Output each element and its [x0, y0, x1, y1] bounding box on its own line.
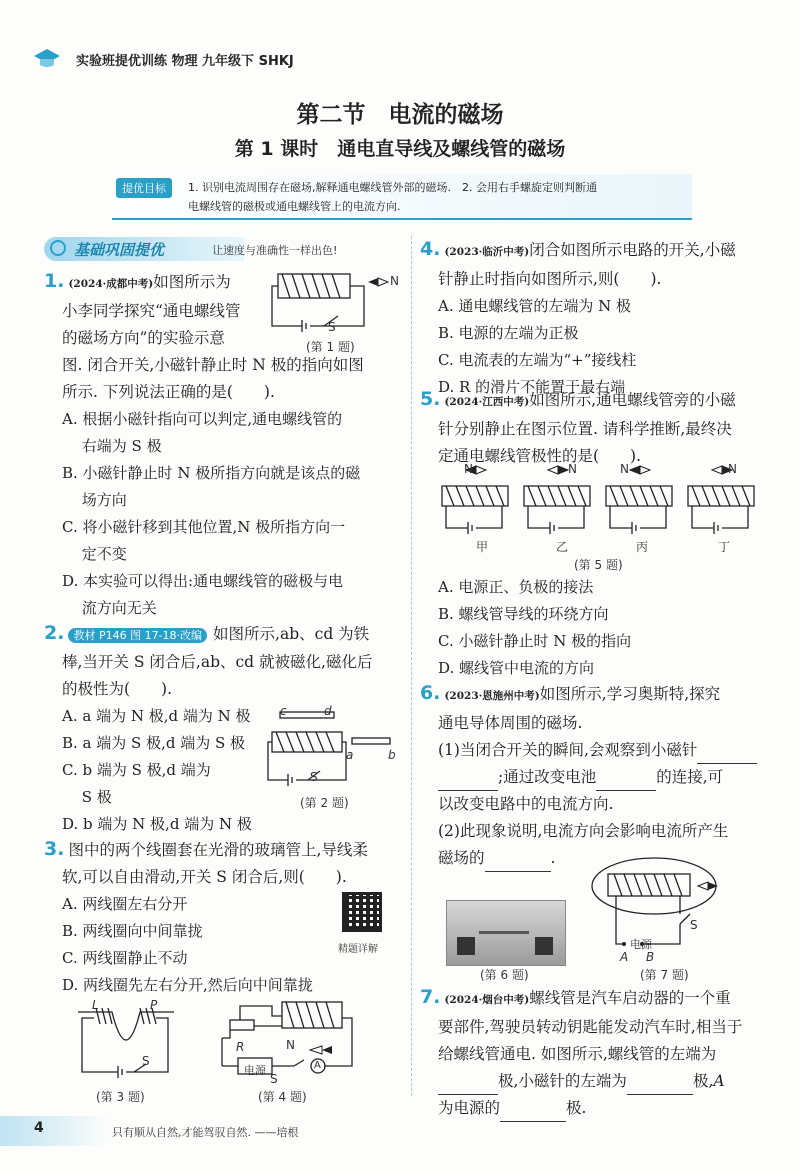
q5-n-3: N [728, 462, 737, 476]
q3-label-s: S [142, 1054, 150, 1068]
q7-power-label: 电源 [630, 938, 652, 951]
footer-bar [0, 1116, 110, 1146]
goals-line-2: 电螺线管的磁极或通电螺线管上的电流方向. [188, 200, 401, 213]
q2-label-s: S [310, 770, 318, 784]
q3-option-a[interactable]: A. 两线圈左右分开 [62, 895, 188, 913]
q5-figure [436, 462, 776, 538]
q1-caption: (第 1 题) [306, 340, 355, 354]
q5-needle-half [558, 466, 568, 474]
q2-option-a[interactable]: A. a 端为 N 极,d 端为 N 极 [62, 707, 251, 725]
q6-blank-1b[interactable] [438, 772, 498, 791]
banner-slogan: 让速度与准确性一样出色! [212, 244, 338, 257]
q5-coil-circuit [606, 486, 672, 534]
q4-label-s: S [270, 1072, 278, 1086]
q1-source: (2024·成都中考) [68, 278, 154, 290]
q5-stem-line: 定通电螺线管极性的是( ). [438, 447, 642, 465]
q7-stem-line: 螺线管是汽车启动器的一个重 [529, 989, 731, 1007]
q1-stem-line: 的磁场方向”的实验示意 [62, 329, 225, 347]
header-logo-icon [32, 46, 62, 68]
q3-option-c[interactable]: C. 两线圈静止不动 [62, 949, 188, 967]
q5-needle-half [640, 466, 650, 474]
q5-n-1: N [568, 462, 577, 476]
q7-blank-2[interactable] [627, 1076, 693, 1095]
q5-option-c[interactable]: C. 小磁针静止时 N 极的指向 [438, 632, 632, 650]
q7-source: (2024·烟台中考) [444, 994, 530, 1006]
question-5 [420, 386, 790, 470]
q2-textbook-tag: 教材 P146 图 17-18·改编 [68, 628, 207, 643]
q6-part1-text: 以改变电路中的电流方向. [438, 795, 614, 813]
q4-option-b[interactable]: B. 电源的左端为正极 [438, 324, 579, 342]
question-7 [420, 984, 790, 1122]
q5-n-0: N [464, 462, 473, 476]
q2-option-b[interactable]: B. a 端为 S 极,d 端为 S 极 [62, 734, 246, 752]
q3-option-d[interactable]: D. 两线圈先左右分开,然后向中间靠拢 [62, 976, 313, 994]
goals-line-1: 1. 识别电流周围存在磁场,解释通电螺线管外部的磁场. 2. 会用右手螺旋定则判断通 [188, 181, 597, 194]
q3-label-l: L [92, 998, 99, 1012]
column-divider [411, 236, 412, 1096]
q2-label-b: b [388, 748, 396, 762]
q6-blank-3[interactable] [485, 853, 551, 872]
q5-option-a[interactable]: A. 电源正、负极的接法 [438, 578, 594, 596]
q5-label-2: 丙 [636, 540, 649, 554]
q5-label-0: 甲 [476, 540, 489, 554]
q1-stem-line: 图. 闭合开关,小磁针静止时 N 极的指向如图 [62, 356, 364, 374]
q5-number: 5. [420, 388, 441, 410]
q2-stem-line: 的极性为( ). [62, 680, 173, 698]
q1-stem-line: 如图所示为 [153, 273, 231, 291]
footer-quote: 只有顺从自然,才能驾驭自然. ——培根 [112, 1126, 299, 1139]
q4-power-label: 电源 [244, 1064, 266, 1077]
q7-label-a: A [620, 950, 629, 964]
section-title: 第二节 电流的磁场 [296, 102, 504, 128]
q7-caption: (第 7 题) [640, 968, 689, 982]
q6-number: 6. [420, 682, 441, 704]
q6-source: (2023·恩施州中考) [444, 690, 540, 702]
qr-code-icon[interactable] [342, 892, 382, 932]
q1-n-label: N [390, 274, 399, 288]
goals-box [112, 174, 692, 220]
q1-option-a[interactable]: A. 根据小磁针指向可以判定,通电螺线管的 右端为 S 极 [62, 410, 343, 455]
q5-options [420, 574, 780, 682]
q2-option-d[interactable]: D. b 端为 N 极,d 端为 N 极 [62, 815, 252, 833]
q5-option-d[interactable]: D. 螺线管中电流的方向 [438, 659, 595, 677]
q6-caption: (第 6 题) [480, 968, 529, 982]
q3-option-b[interactable]: B. 两线圈向中间靠拢 [62, 922, 203, 940]
q4-stem-line: 闭合如图所示电路的开关,小磁 [529, 241, 736, 259]
q2-caption: (第 2 题) [300, 796, 349, 810]
q2-stem-line: 如图所示,ab、cd 为铁 [213, 625, 370, 643]
q2-label-c: c [280, 704, 287, 718]
q5-needle-half [630, 466, 640, 474]
q7-stem-line: 极, [692, 1072, 714, 1090]
q3-label-p: P [150, 998, 158, 1012]
target-icon [50, 240, 66, 256]
q7-blank-3[interactable] [500, 1103, 566, 1122]
q5-needle-half [712, 466, 722, 474]
q4-stem-line: 针静止时指向如图所示,则( ). [438, 270, 662, 288]
q3-caption: (第 3 题) [96, 1090, 145, 1104]
q2-number: 2. [44, 622, 65, 644]
q4-option-c[interactable]: C. 电流表的左端为“+”接线柱 [438, 351, 637, 369]
lesson-title: 第 1 课时 通电直导线及螺线管的磁场 [234, 138, 566, 160]
q6-part2-text: 磁场的 [438, 849, 485, 867]
q7-blank-1[interactable] [438, 1076, 498, 1095]
q5-needle-half [476, 466, 486, 474]
q7-label-b: B [646, 950, 655, 964]
q6-photo [446, 900, 566, 966]
q1-stem-line: 所示. 下列说法正确的是( ). [62, 383, 275, 401]
qr-caption: 精题详解 [338, 944, 378, 955]
q5-stem-line: 如图所示,通电螺线管旁的小磁 [529, 391, 736, 409]
goals-label: 提优目标 [116, 178, 172, 198]
q4-option-d[interactable]: D. R 的滑片不能置于最右端 [438, 378, 626, 396]
q6-part1-text: ;通过改变电池 [498, 768, 597, 786]
q2-option-c[interactable]: C. b 端为 S 极,d 端为 S 极 [62, 761, 211, 806]
q4-caption: (第 4 题) [258, 1090, 307, 1104]
q7-stem-line: 极,小磁针的左端为 [498, 1072, 627, 1090]
q6-part2-text: (2)此现象说明,电流方向会影响电流所产生 [438, 822, 729, 840]
q1-option-c[interactable]: C. 将小磁针移到其他位置,N 极所指方向一 定不变 [62, 518, 346, 563]
question-4 [420, 236, 780, 401]
q7-number: 7. [420, 986, 441, 1008]
q1-stem-line: 小李同学探究“通电螺线管 [62, 302, 241, 320]
q3-number: 3. [44, 838, 65, 860]
q2-stem-line: 棒,当开关 S 闭合后,ab、cd 就被磁化,磁化后 [62, 653, 373, 671]
q6-blank-2[interactable] [596, 772, 656, 791]
q6-part1-text: (1)当闭合开关的瞬间,会观察到小磁针 [438, 741, 698, 759]
q1-number: 1. [44, 270, 65, 292]
q2-label-a: a [346, 748, 354, 762]
header-series: 实验班提优训练 物理 九年级下 SHKJ [76, 54, 294, 69]
q4-label-r: R [236, 1040, 245, 1054]
q6-blank-1a[interactable] [697, 745, 757, 764]
q1-s-label: S [328, 320, 336, 334]
q3-stem-line: 软,可以自由滑动,开关 S 闭合后,则( ). [62, 868, 347, 886]
q6-stem-line: 通电导体周围的磁场. [438, 714, 583, 732]
q7-label-s: S [690, 918, 698, 932]
q5-caption: (第 5 题) [574, 558, 623, 572]
q7-figure [590, 852, 750, 964]
q3-stem-line: 图中的两个线圈套在光滑的玻璃管上,导线柔 [68, 841, 368, 859]
q5-coil-circuit [688, 486, 754, 534]
q1-option-d[interactable]: D. 本实验可以得出:通电螺线管的磁极与电 流方向无关 [62, 572, 344, 617]
q4-option-a[interactable]: A. 通电螺线管的左端为 N 极 [438, 297, 632, 315]
q5-label-3: 丁 [718, 540, 731, 554]
q4-label-n: N [286, 1038, 295, 1052]
q4-number: 4. [420, 238, 441, 260]
q4-source: (2023·临沂中考) [444, 246, 530, 258]
question-6: 6. (2023·恩施州中考)如图所示,学习奥斯特,探究 通电导体周围的磁场. (1)当闭合开关的瞬间,会观察到小磁针 ;通过改变电池 的连接,可 以改变电路中的电流方向. (2)此现象说明,电流方向会影响电流所产生 磁场的 . [420, 680, 790, 872]
q7-stem-line: A [713, 1072, 725, 1090]
q7-stem-line: 为电源的 [438, 1099, 501, 1117]
q4-ammeter-label: A [314, 1060, 321, 1071]
q5-coil-circuit [524, 486, 590, 534]
q5-stem-line: 针分别静止在图示位置. 请科学推断,最终决 [438, 420, 732, 438]
q7-stem-line: 极. [566, 1099, 587, 1117]
q3-figure [70, 998, 180, 1084]
q6-part1-text: 的连接,可 [656, 768, 724, 786]
q6-stem-line: 如图所示,学习奥斯特,探究 [539, 685, 721, 703]
q5-needle-half [548, 466, 558, 474]
q1-option-b[interactable]: B. 小磁针静止时 N 极所指方向就是该点的磁 场方向 [62, 464, 361, 509]
q2-label-d: d [324, 704, 332, 718]
banner-title: 基础巩固提优 [74, 241, 165, 259]
q5-source: (2024·江西中考) [444, 396, 530, 408]
q5-n-2: N [620, 462, 629, 476]
q7-stem-line: 要部件,驾驶员转动钥匙能发动汽车时,相当于 [438, 1018, 743, 1036]
q7-stem-line: 给螺线管通电. 如图所示,螺线管的左端为 [438, 1045, 717, 1063]
q5-option-b[interactable]: B. 螺线管导线的环绕方向 [438, 605, 609, 623]
q5-coil-circuit [442, 486, 508, 534]
page-number: 4 [34, 1120, 44, 1136]
q5-label-1: 乙 [556, 540, 569, 554]
